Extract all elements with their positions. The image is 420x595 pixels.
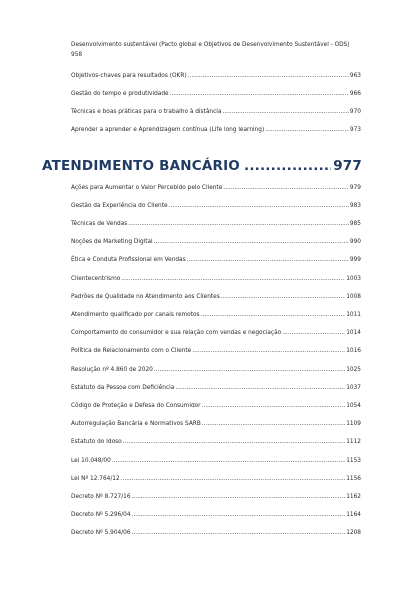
toc-entry[interactable] [71,72,361,80]
toc-entry[interactable] [71,108,361,116]
toc-entry[interactable] [71,529,361,537]
dot-leader [154,366,345,374]
toc-entry-label: Decreto Nº 8.727/16 [71,494,131,500]
toc-entry[interactable] [71,438,361,446]
toc-entry-label: Técnicas e boas práticas para o trabalho à distância [71,109,222,115]
toc-entry-label: Padrões de Qualidade no Atendimento aos Clientes [71,294,220,300]
toc-entry-label: Decreto Nº 5.904/06 [71,530,131,536]
toc-entry-page: 1164 [346,512,361,518]
toc-entry-label: Gestão do tempo e produtividade [71,91,169,97]
toc-entry-page: 1003 [346,276,361,282]
toc-entry[interactable] [71,457,361,465]
toc-entry-label: Objetivos-chaves para resultados (OKR) [71,73,187,79]
dot-leader [244,158,331,174]
dot-leader [154,238,349,246]
toc-entry-page: 963 [349,73,361,79]
toc-entry-label: Noções de Marketing Digital [71,239,153,245]
toc-entry-label: Estatuto da Pessoa com Deficiência [71,385,175,391]
toc-entry-page: 1054 [346,403,361,409]
toc-entry-label: Comportamento do consumidor e sua relação com vendas e negociação [71,330,282,336]
toc-entry-label: Autorregulação Bancária e Normativos SARB [71,421,201,427]
dot-leader [222,108,349,116]
dot-leader [121,275,345,283]
toc-entry[interactable] [71,475,361,483]
toc-entry[interactable] [71,402,361,410]
toc-entry-label: Código de Proteção e Defesa do Consumidor [71,403,201,409]
dot-leader [221,293,346,301]
dot-leader [112,457,345,465]
toc-entry-page: 1037 [346,385,361,391]
section-title: ATENDIMENTO BANCÁRIO [42,158,240,174]
toc-entry-label: Resolução nº 4.860 de 2020 [71,367,153,373]
toc-entry-label: Ações para Aumentar o Valor Percebido pelo Cliente [71,185,223,191]
toc-entry-page: 958 [71,52,83,58]
toc-entry[interactable] [71,384,361,392]
toc-entry-page: 1109 [346,421,361,427]
toc-entry[interactable] [71,275,361,283]
toc-entry-page: 999 [349,257,361,263]
toc-entry[interactable] [71,329,361,337]
toc-entry-label: Lei 10.048/00 [71,458,111,464]
toc-entry-label: Técnicas de Vendas [71,221,128,227]
toc-entry[interactable] [71,420,361,428]
dot-leader [202,420,345,428]
toc-entry[interactable] [71,90,361,98]
toc-entry-page: 966 [349,91,361,97]
toc-entry-page: 973 [349,127,361,133]
dot-leader [175,384,345,392]
dot-leader [132,493,346,501]
toc-entry[interactable] [71,238,361,246]
toc-entry-page: 970 [349,109,361,115]
toc-entry[interactable] [71,126,361,134]
dot-leader [201,311,346,319]
dot-leader [188,72,349,80]
section-heading[interactable] [42,158,362,174]
section-page: 977 [333,158,362,174]
toc-entry-page: 1011 [346,312,361,318]
toc-entry-page: 1208 [346,530,361,536]
toc-entry-page: 990 [349,239,361,245]
toc-entry-page: 985 [349,221,361,227]
toc-entry[interactable] [71,202,361,210]
toc-entry-label: Ética e Conduta Profissional em Vendas [71,257,186,263]
toc-entry[interactable] [71,366,361,374]
toc-entry-page: 1153 [346,458,361,464]
toc-entry-label: Decreto Nº 5.296/04 [71,512,131,518]
toc-entry-page: 1014 [346,330,361,336]
dot-leader [202,402,346,410]
toc-entry[interactable] [71,311,361,319]
toc-entry-page: 983 [349,203,361,209]
toc-entry-page: 1008 [346,294,361,300]
toc-entry-label: Aprender a aprender e Aprendizagem contínua (Life long learning) [71,127,265,133]
toc-entry-label: Lei Nº 12.764/12 [71,476,120,482]
toc-entry[interactable] [71,220,361,228]
toc-entry-page: 1025 [346,367,361,373]
dot-leader [282,329,345,337]
dot-leader [132,529,346,537]
dot-leader [132,511,346,519]
toc-entry[interactable] [71,511,361,519]
dot-leader [192,347,345,355]
toc-entry[interactable] [71,293,361,301]
toc-entry-label: Desenvolvimento sustentável (Pacto global e Objetivos de Desenvolvimento Sustentável - ODS) [71,42,350,48]
toc-entry-page: 1162 [346,494,361,500]
dot-leader [121,475,346,483]
dot-leader [223,184,349,192]
toc-entry[interactable] [71,493,361,501]
toc-entry-label: Gestão da Experiência do Cliente [71,203,168,209]
toc-entry-label: Clientecentrismo [71,276,121,282]
toc-entry-page: 979 [349,185,361,191]
toc-entry-label: Atendimento qualificado por canais remotos [71,312,200,318]
toc-entry[interactable] [71,256,361,264]
dot-leader [123,438,346,446]
toc-entry-label: Política de Relacionamento com o Cliente [71,348,192,354]
dot-leader [265,126,349,134]
toc-entry-page: 1016 [346,348,361,354]
dot-leader [128,220,349,228]
toc-entry-page: 1156 [346,476,361,482]
dot-leader [169,202,349,210]
dot-leader [187,256,349,264]
toc-entry[interactable] [71,41,371,59]
toc-entry-page: 1112 [346,439,361,445]
toc-entry-label: Estatuto do Idoso [71,439,122,445]
toc-entry[interactable] [71,184,361,192]
toc-entry[interactable] [71,347,361,355]
dot-leader [170,90,349,98]
